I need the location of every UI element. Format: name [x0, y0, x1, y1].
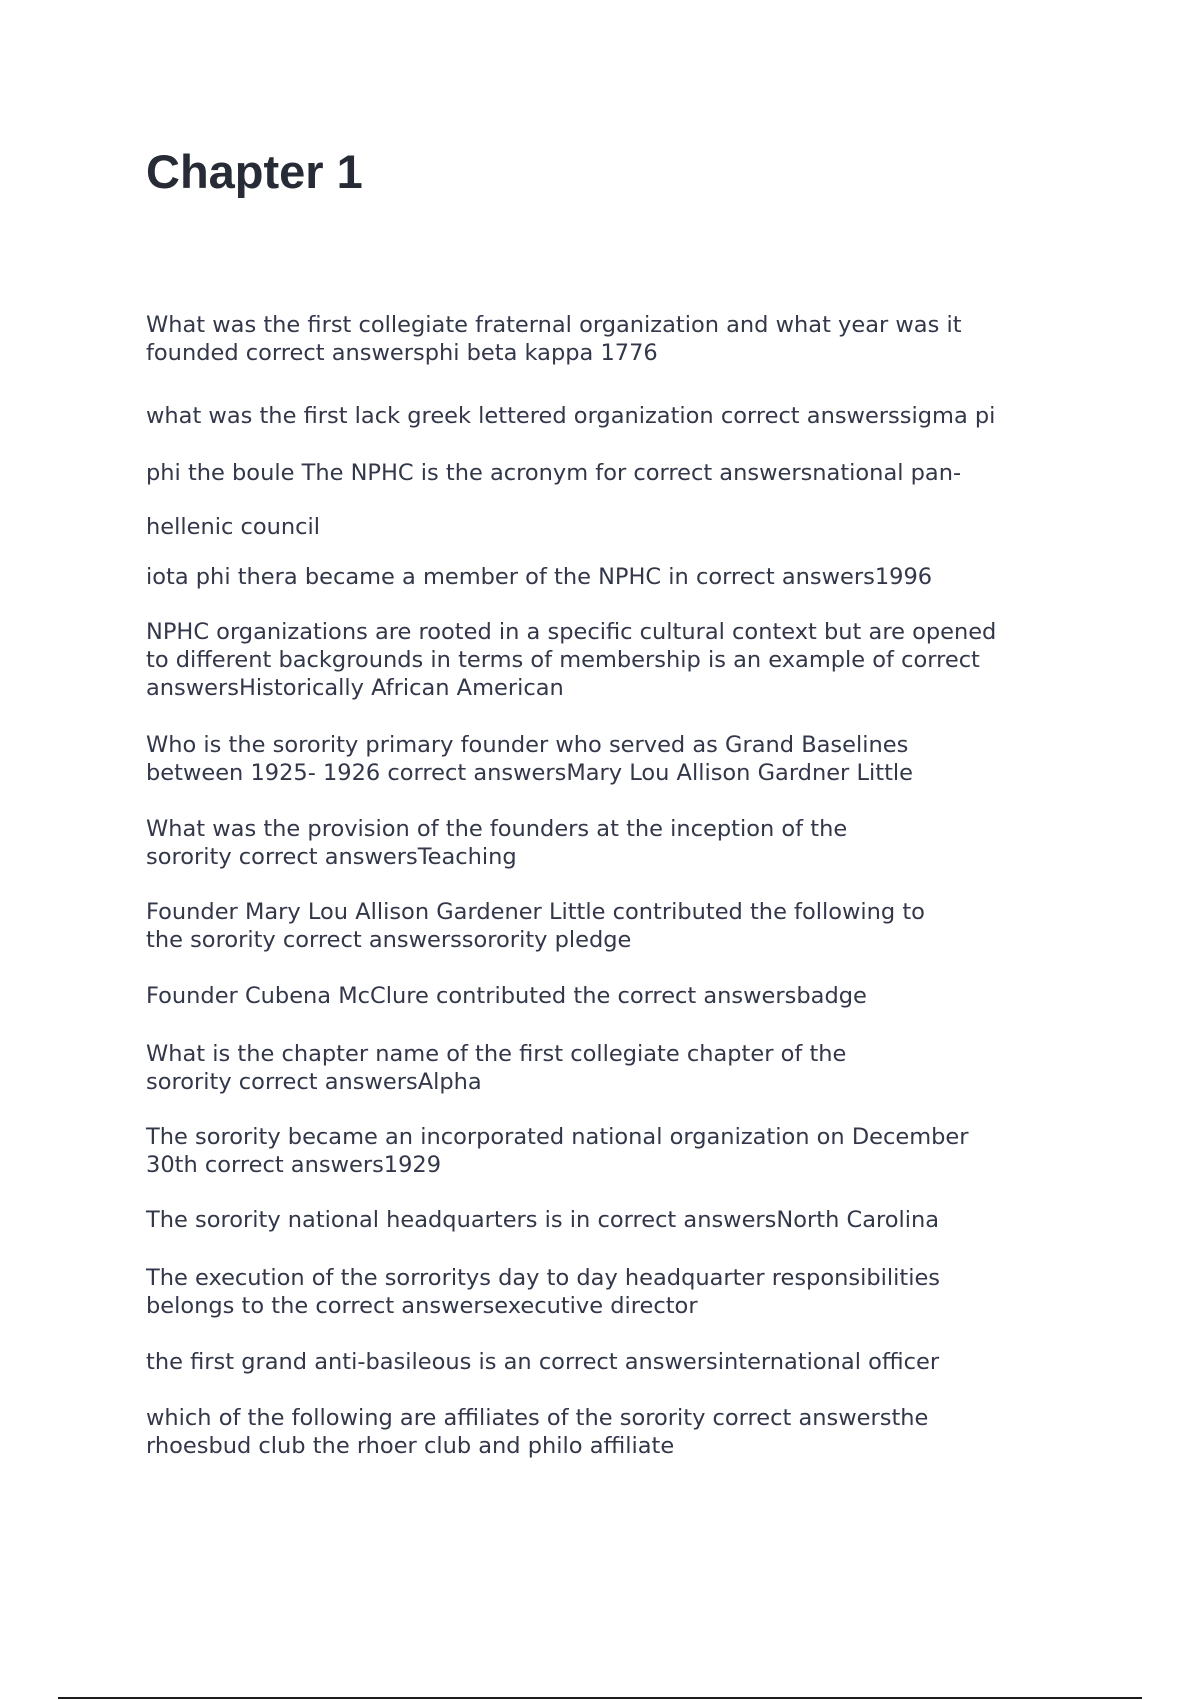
qa-paragraph: Who is the sorority primary founder who served as Grand Baselines between 1925- 1926 correct answersMary Lou Allison Gardner Little [146, 732, 913, 786]
qa-paragraph: phi the boule The NPHC is the acronym for correct answersnational pan- [146, 460, 962, 486]
qa-paragraph: iota phi thera became a member of the NPHC in correct answers1996 [146, 564, 933, 590]
qa-paragraph: the first grand anti-basileous is an correct answersinternational officer [146, 1349, 940, 1375]
qa-paragraph: Founder Cubena McClure contributed the correct answersbadge [146, 983, 867, 1009]
footer-rule [58, 1697, 1142, 1699]
qa-paragraph: NPHC organizations are rooted in a specific cultural context but are opened to different backgrounds in terms of membership is an example of correct answersHistorically African American [146, 619, 997, 701]
qa-paragraph: What was the first collegiate fraternal organization and what year was it founded correct answersphi beta kappa 1776 [146, 312, 962, 366]
qa-paragraph: What is the chapter name of the first collegiate chapter of the sorority correct answersAlpha [146, 1041, 847, 1095]
qa-paragraph: The execution of the sorroritys day to day headquarter responsibilities belongs to the correct answersexecutive director [146, 1265, 941, 1319]
qa-paragraph: The sorority became an incorporated national organization on December 30th correct answers1929 [146, 1124, 969, 1178]
qa-paragraph: What was the provision of the founders at the inception of the sorority correct answersTeaching [146, 816, 848, 870]
qa-paragraph: what was the first lack greek lettered organization correct answerssigma pi [146, 403, 996, 429]
qa-paragraph: Founder Mary Lou Allison Gardener Little contributed the following to the sorority correct answerssorority pledge [146, 899, 925, 953]
chapter-title: Chapter 1 [146, 145, 363, 198]
qa-paragraph: The sorority national headquarters is in correct answersNorth Carolina [146, 1207, 940, 1233]
qa-paragraph: hellenic council [146, 514, 321, 540]
qa-paragraph: which of the following are affiliates of the sorority correct answersthe rhoesbud club the rhoer club and philo affiliate [146, 1405, 929, 1459]
